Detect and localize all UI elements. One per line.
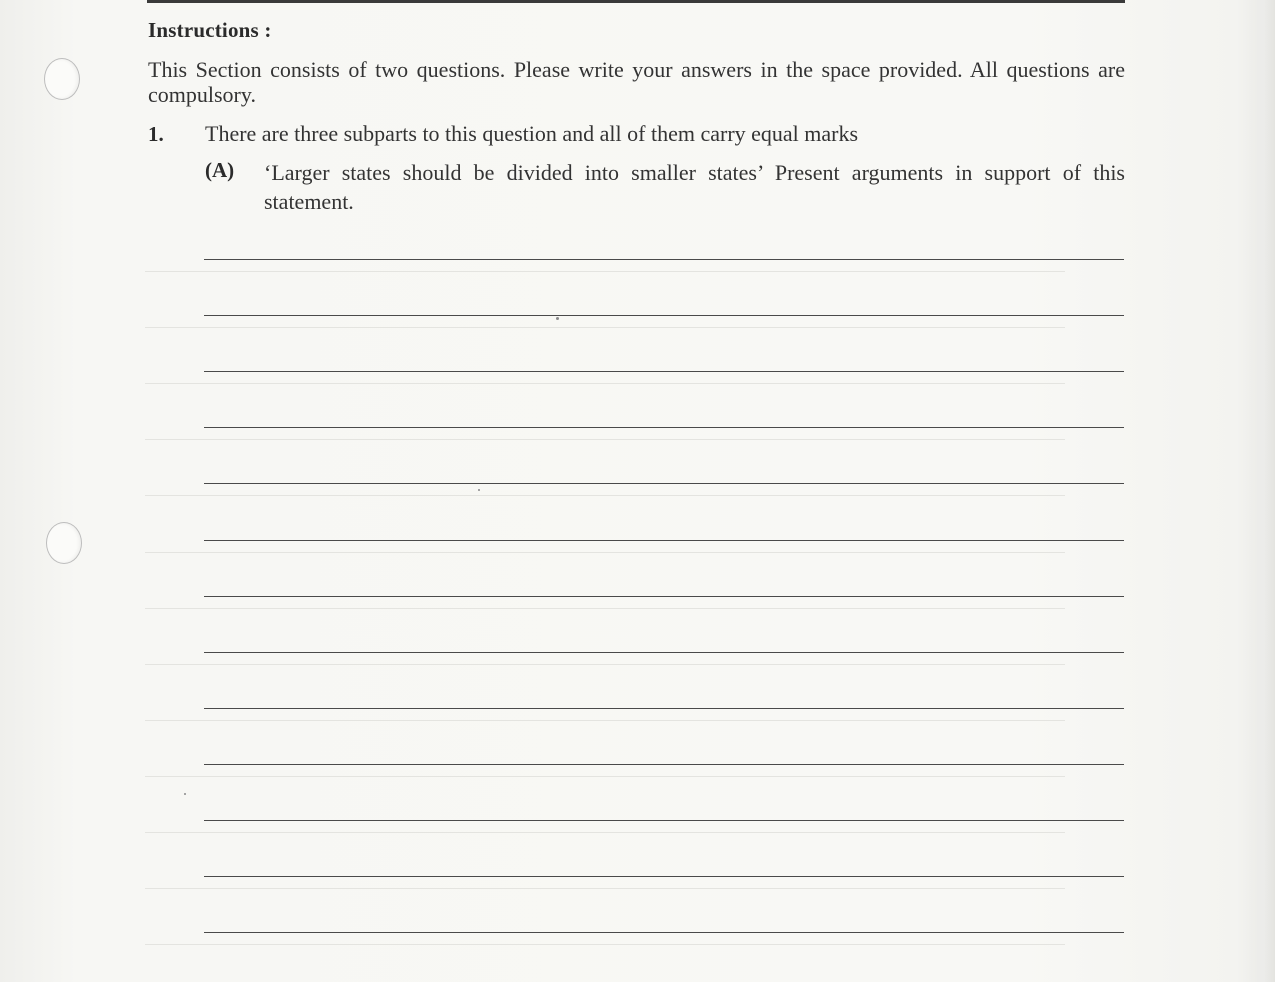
answer-line[interactable] xyxy=(204,596,1124,597)
faint-ruling xyxy=(145,552,1065,553)
instructions-heading: Instructions : xyxy=(148,18,272,42)
faint-ruling xyxy=(145,832,1065,833)
faint-ruling xyxy=(145,944,1065,945)
ink-speck xyxy=(556,317,559,320)
faint-ruling xyxy=(145,327,1065,328)
punch-hole xyxy=(44,58,80,100)
faint-ruling xyxy=(145,608,1065,609)
question-text: There are three subparts to this question and all of them carry equal marks xyxy=(205,121,859,146)
page-edge-shadow xyxy=(1247,0,1275,982)
answer-line[interactable] xyxy=(204,371,1124,372)
faint-ruling xyxy=(145,439,1065,440)
top-rule xyxy=(147,0,1125,3)
answer-line[interactable] xyxy=(204,259,1124,260)
answer-line[interactable] xyxy=(204,540,1124,541)
subpart-text: ‘Larger states should be divided into smaller states’ Present arguments in support of this statement. xyxy=(264,160,1125,214)
answer-line[interactable] xyxy=(204,876,1124,877)
faint-ruling xyxy=(145,383,1065,384)
ink-speck xyxy=(184,793,186,795)
faint-ruling xyxy=(145,495,1065,496)
faint-ruling xyxy=(145,664,1065,665)
answer-line[interactable] xyxy=(204,483,1124,484)
punch-hole xyxy=(46,522,82,564)
answer-line[interactable] xyxy=(204,708,1124,709)
answer-line[interactable] xyxy=(204,932,1124,933)
ink-speck xyxy=(478,489,480,491)
answer-line[interactable] xyxy=(204,427,1124,428)
faint-ruling xyxy=(145,888,1065,889)
answer-line[interactable] xyxy=(204,315,1124,316)
answer-line[interactable] xyxy=(204,764,1124,765)
answer-line[interactable] xyxy=(204,820,1124,821)
subpart-label: (A) xyxy=(205,158,235,182)
answer-line[interactable] xyxy=(204,652,1124,653)
instructions-text: This Section consists of two questions. Please write your answers in the space provided. All questions are compulsory. xyxy=(148,57,1125,107)
faint-ruling xyxy=(145,271,1065,272)
faint-ruling xyxy=(145,776,1065,777)
faint-ruling xyxy=(145,720,1065,721)
question-number: 1. xyxy=(148,122,164,146)
